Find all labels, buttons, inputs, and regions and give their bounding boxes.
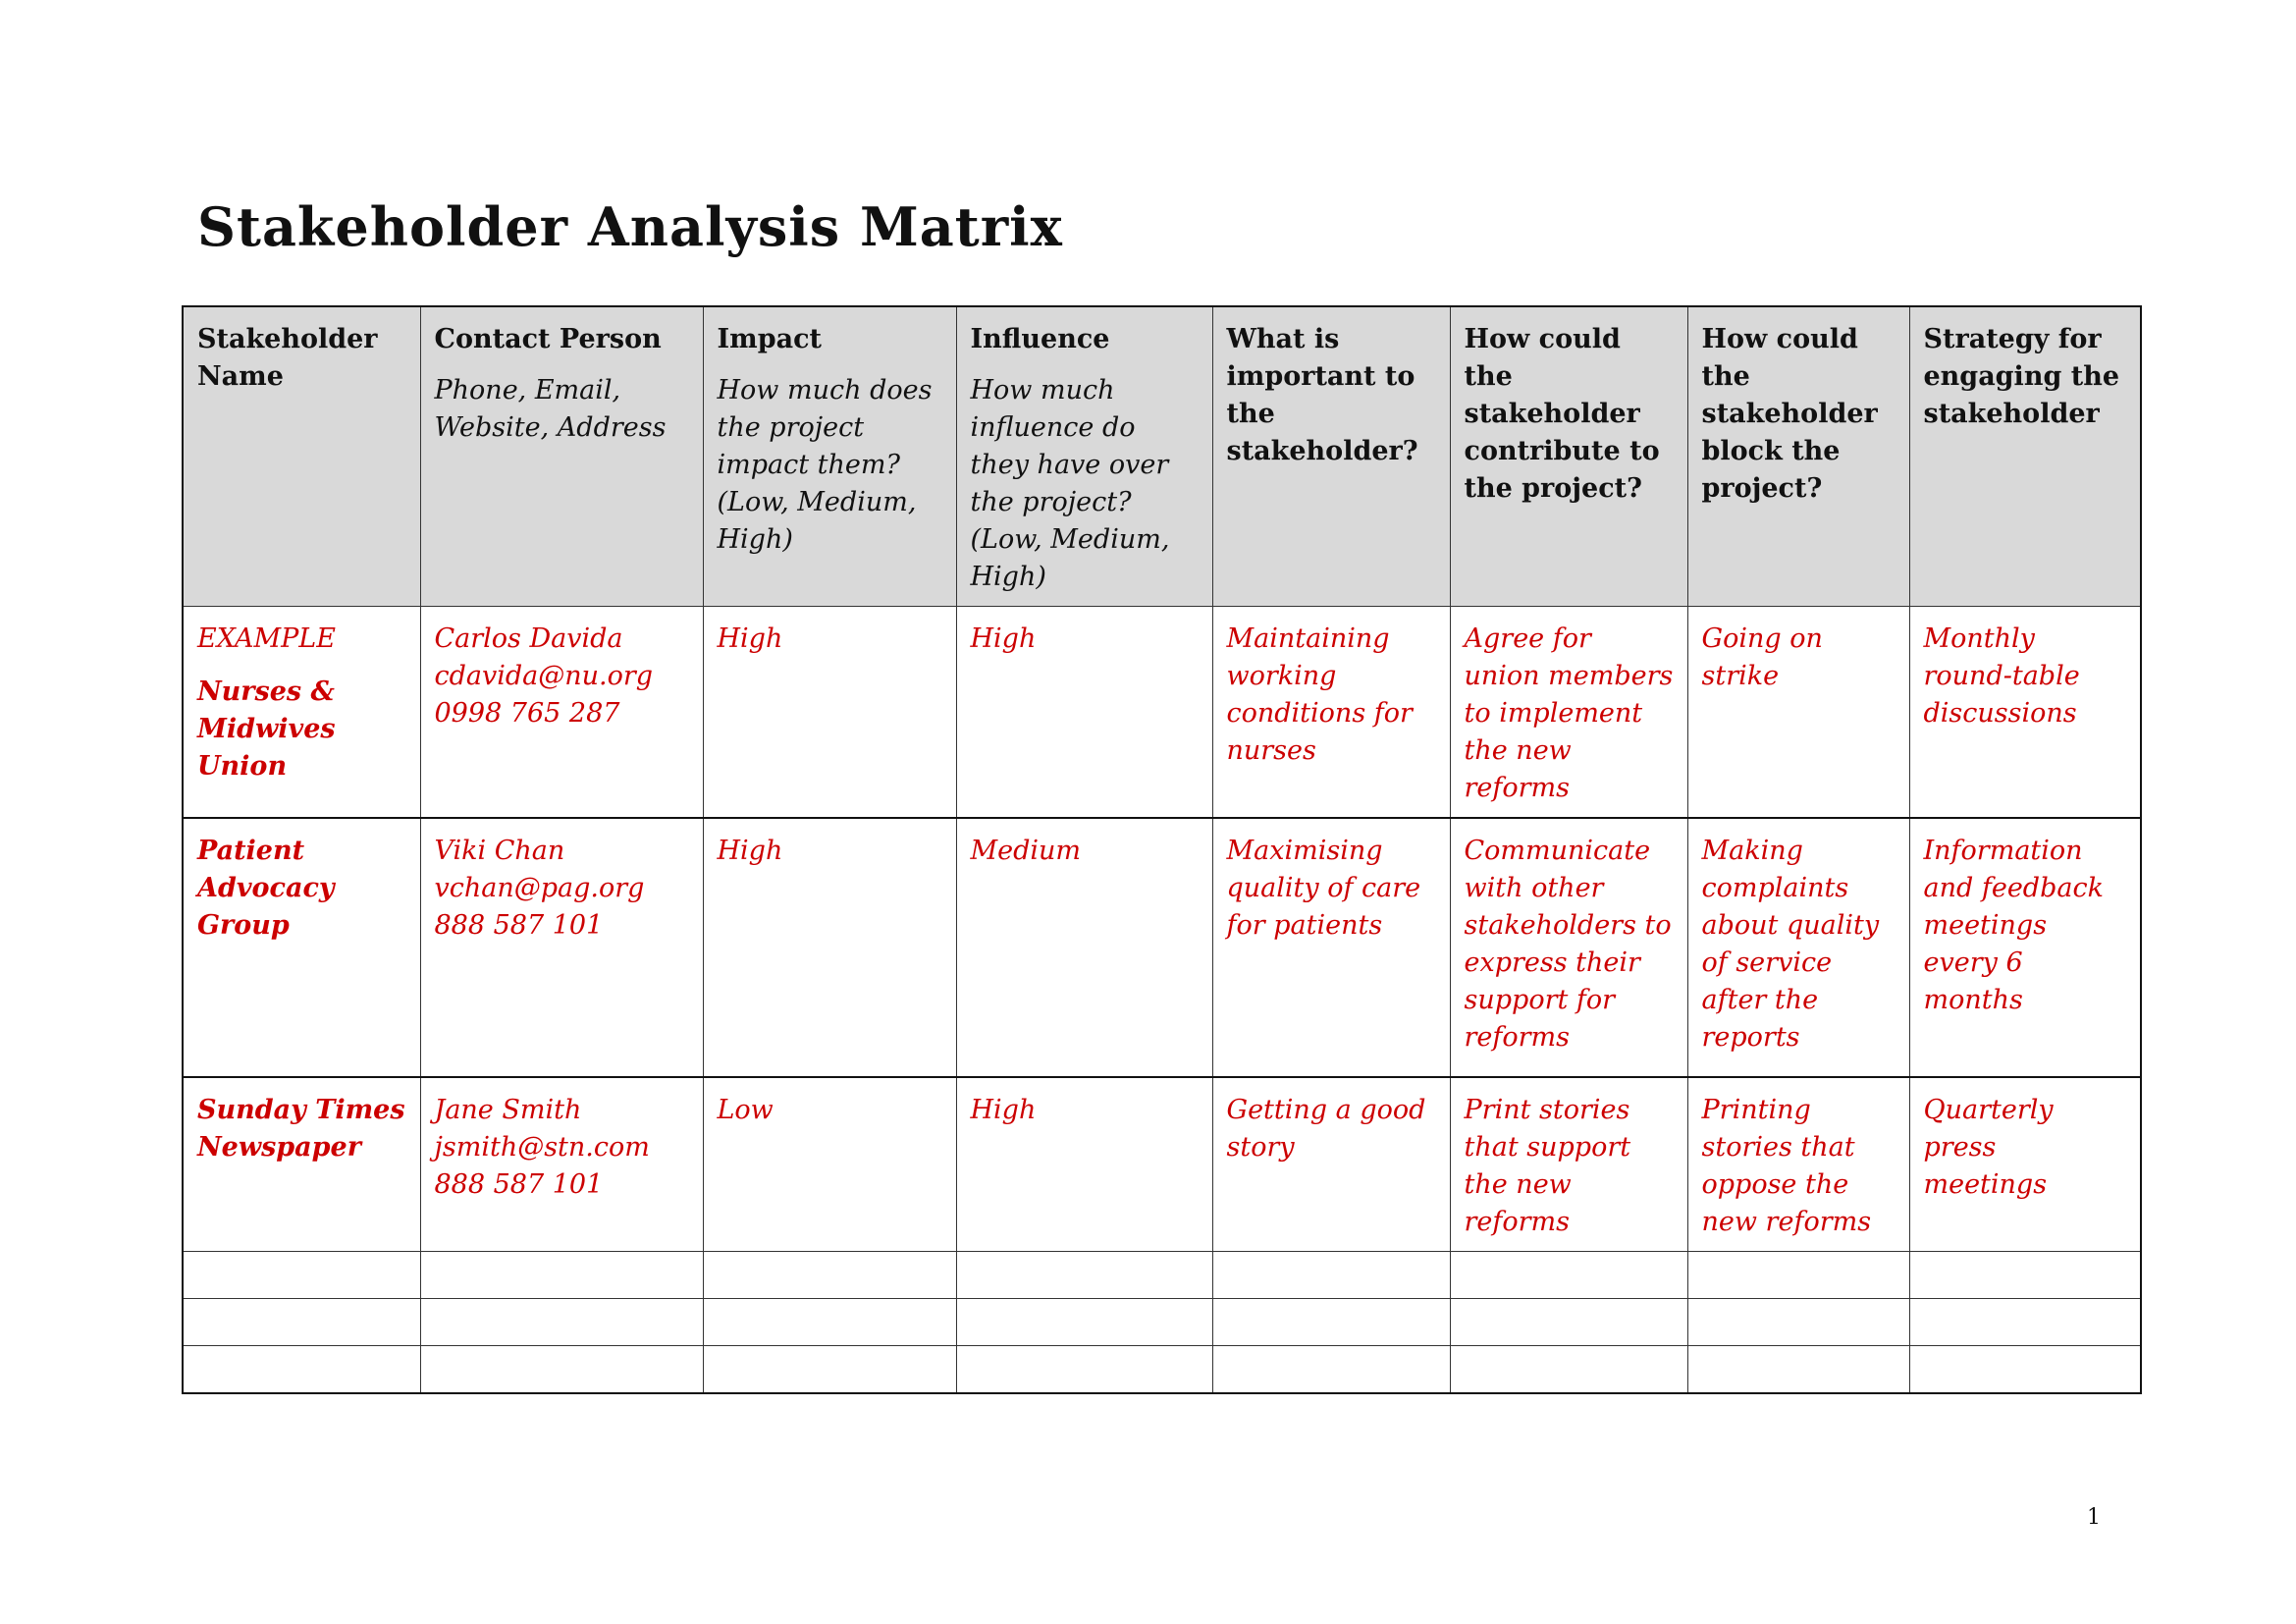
contact-email: jsmith@stn.com bbox=[434, 1132, 650, 1163]
header-subtitle: How much influence do they have over the project? (Low, Medium, High) bbox=[970, 375, 1170, 592]
empty-cell[interactable] bbox=[703, 1252, 956, 1299]
header-title: Impact bbox=[717, 324, 822, 354]
empty-cell[interactable] bbox=[1212, 1346, 1450, 1394]
header-subtitle: How much does the project impact them? (Low, Medium, High) bbox=[717, 375, 933, 555]
header-strategy bbox=[1909, 306, 2141, 607]
header-title: Strategy for engaging the stakeholder bbox=[1923, 324, 2120, 429]
cell-contribute: Print stories that support the new reforms bbox=[1450, 1077, 1687, 1252]
empty-cell[interactable] bbox=[1687, 1252, 1909, 1299]
empty-cell[interactable] bbox=[956, 1252, 1212, 1299]
contact-name: Jane Smith bbox=[434, 1095, 582, 1125]
cell-contribute: Agree for union members to implement the new reforms bbox=[1450, 607, 1687, 819]
empty-cell[interactable] bbox=[1687, 1346, 1909, 1394]
empty-cell[interactable] bbox=[183, 1252, 420, 1299]
header-contribute bbox=[1450, 306, 1687, 607]
empty-cell[interactable] bbox=[420, 1299, 703, 1346]
empty-cell[interactable] bbox=[1687, 1299, 1909, 1346]
cell-block: Printing stories that oppose the new reforms bbox=[1687, 1077, 1909, 1252]
empty-table-row bbox=[183, 1252, 2141, 1299]
cell-stakeholder-name bbox=[183, 607, 420, 819]
empty-cell[interactable] bbox=[1212, 1252, 1450, 1299]
contact-name: Carlos Davida bbox=[434, 623, 623, 654]
contact-phone: 888 587 101 bbox=[434, 910, 604, 941]
empty-cell[interactable] bbox=[703, 1299, 956, 1346]
cell-influence: Medium bbox=[956, 818, 1212, 1077]
cell-strategy: Monthly round-table discussions bbox=[1909, 607, 2141, 819]
stakeholder-name: Sunday Times Newspaper bbox=[197, 1095, 405, 1163]
cell-contact bbox=[420, 607, 703, 819]
header-title: How could the stakeholder contribute to the project? bbox=[1464, 324, 1660, 504]
header-influence bbox=[956, 306, 1212, 607]
header-title: What is important to the stakeholder? bbox=[1226, 324, 1418, 466]
header-contact-person bbox=[420, 306, 703, 607]
empty-cell[interactable] bbox=[183, 1299, 420, 1346]
header-title: Influence bbox=[970, 324, 1110, 354]
cell-stakeholder-name bbox=[183, 1077, 420, 1252]
header-title: Contact Person bbox=[434, 324, 662, 354]
empty-cell[interactable] bbox=[1450, 1346, 1687, 1394]
table-row bbox=[183, 607, 2141, 819]
stakeholder-matrix-table bbox=[182, 305, 2142, 1394]
contact-phone: 0998 765 287 bbox=[434, 698, 620, 729]
cell-stakeholder-name bbox=[183, 818, 420, 1077]
contact-name: Viki Chan bbox=[434, 836, 565, 866]
cell-strategy: Information and feedback meetings every 6 months bbox=[1909, 818, 2141, 1077]
empty-table-row bbox=[183, 1346, 2141, 1394]
empty-table-row bbox=[183, 1299, 2141, 1346]
cell-contribute: Communicate with other stakeholders to express their support for reforms bbox=[1450, 818, 1687, 1077]
table-row bbox=[183, 1077, 2141, 1252]
cell-contact bbox=[420, 818, 703, 1077]
empty-cell[interactable] bbox=[956, 1346, 1212, 1394]
header-block bbox=[1687, 306, 1909, 607]
empty-cell[interactable] bbox=[956, 1299, 1212, 1346]
cell-block: Going on strike bbox=[1687, 607, 1909, 819]
empty-cell[interactable] bbox=[1909, 1252, 2141, 1299]
empty-cell[interactable] bbox=[1450, 1299, 1687, 1346]
contact-email: cdavida@nu.org bbox=[434, 661, 654, 691]
table-row bbox=[183, 818, 2141, 1077]
empty-cell[interactable] bbox=[1212, 1299, 1450, 1346]
empty-cell[interactable] bbox=[1450, 1252, 1687, 1299]
header-impact bbox=[703, 306, 956, 607]
page-number: 1 bbox=[2087, 1505, 2101, 1530]
cell-important: Getting a good story bbox=[1212, 1077, 1450, 1252]
header-important bbox=[1212, 306, 1450, 607]
cell-impact: High bbox=[703, 607, 956, 819]
stakeholder-name: Patient Advocacy Group bbox=[197, 836, 335, 941]
cell-impact: Low bbox=[703, 1077, 956, 1252]
empty-cell[interactable] bbox=[1909, 1346, 2141, 1394]
cell-influence: High bbox=[956, 607, 1212, 819]
cell-important: Maximising quality of care for patients bbox=[1212, 818, 1450, 1077]
cell-impact: High bbox=[703, 818, 956, 1077]
empty-cell[interactable] bbox=[183, 1346, 420, 1394]
empty-cell[interactable] bbox=[703, 1346, 956, 1394]
empty-cell[interactable] bbox=[420, 1346, 703, 1394]
cell-important: Maintaining working conditions for nurses bbox=[1212, 607, 1450, 819]
header-subtitle: Phone, Email, Website, Address bbox=[434, 375, 667, 443]
empty-cell[interactable] bbox=[420, 1252, 703, 1299]
header-stakeholder-name bbox=[183, 306, 420, 607]
header-title: How could the stakeholder block the project? bbox=[1701, 324, 1878, 504]
cell-influence: High bbox=[956, 1077, 1212, 1252]
cell-contact bbox=[420, 1077, 703, 1252]
cell-block: Making complaints about quality of service after the reports bbox=[1687, 818, 1909, 1077]
contact-phone: 888 587 101 bbox=[434, 1169, 604, 1200]
cell-strategy: Quarterly press meetings bbox=[1909, 1077, 2141, 1252]
header-title: Stakeholder Name bbox=[197, 324, 378, 392]
contact-email: vchan@pag.org bbox=[434, 873, 645, 903]
example-tag: EXAMPLE bbox=[197, 623, 336, 654]
stakeholder-name: Nurses & Midwives Union bbox=[197, 677, 336, 782]
empty-cell[interactable] bbox=[1909, 1299, 2141, 1346]
page-title: Stakeholder Analysis Matrix bbox=[197, 195, 1063, 258]
header-row bbox=[183, 306, 2141, 607]
